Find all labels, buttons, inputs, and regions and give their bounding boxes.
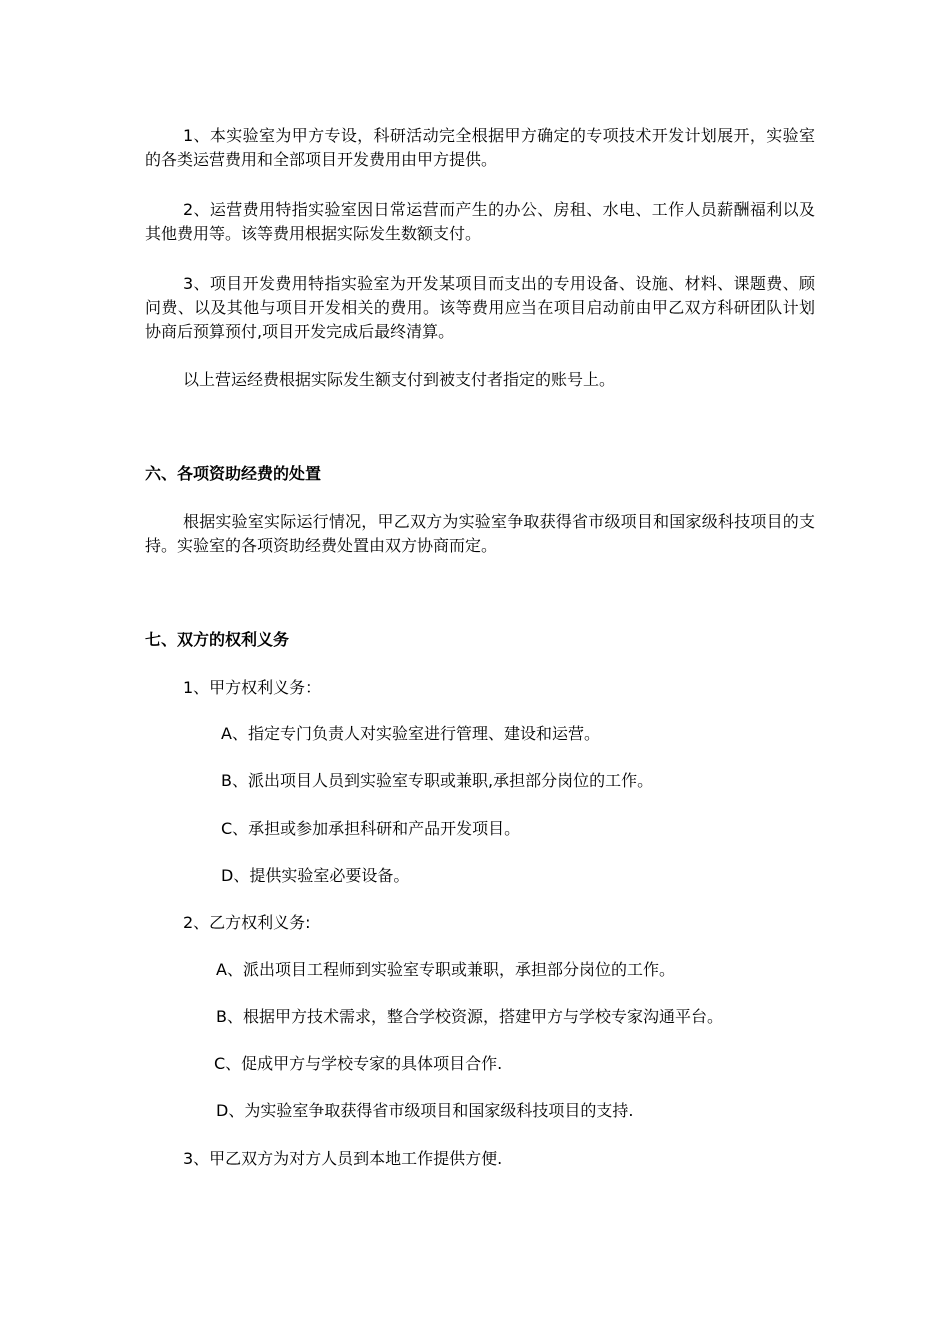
party-a-item: C、承担或参加承担科研和产品开发项目。 bbox=[221, 819, 521, 838]
party-b-item: B、根据甲方技术需求，整合学校资源，搭建甲方与学校专家沟通平台。 bbox=[216, 1007, 723, 1026]
party-a-item: A、指定专门负责人对实验室进行管理、建设和运营。 bbox=[221, 724, 600, 743]
section-heading-rights: 七、双方的权利义务 bbox=[145, 630, 290, 649]
party-a-item: D、提供实验室必要设备。 bbox=[221, 866, 410, 885]
party-a-item: B、派出项目人员到实验室专职或兼职,承担部分岗位的工作。 bbox=[221, 771, 654, 790]
section-heading-funding: 六、各项资助经费的处置 bbox=[145, 464, 322, 483]
party-b-heading: 2、乙方权利义务: bbox=[183, 913, 311, 932]
paragraph-operating-funds: 1、本实验室为甲方专设，科研活动完全根据甲方确定的专项技术开发计划展开，实验室的各类运营费用和全部项目开发费用由甲方提供。 bbox=[145, 126, 815, 169]
party-b-item: D、为实验室争取获得省市级项目和国家级科技项目的支持. bbox=[216, 1101, 634, 1120]
party-b-item: A、派出项目工程师到实验室专职或兼职，承担部分岗位的工作。 bbox=[216, 960, 675, 979]
mutual-item: 3、甲乙双方为对方人员到本地工作提供方便. bbox=[183, 1149, 503, 1168]
paragraph-project-costs: 3、项目开发费用特指实验室为开发某项目而支出的专用设备、设施、材料、课题费、顾问费、以及其他与项目开发相关的费用。该等费用应当在项目启动前由甲乙双方科研团队计划协商后预算预付,项目开发完成后最终清算。 bbox=[145, 274, 815, 341]
paragraph-funding: 根据实验室实际运行情况，甲乙双方为实验室争取获得省市级项目和国家级科技项目的支持。实验室的各项资助经费处置由双方协商而定。 bbox=[145, 512, 815, 555]
paragraph-operating-costs: 2、运营费用特指实验室因日常运营而产生的办公、房租、水电、工作人员薪酬福利以及其他费用等。该等费用根据实际发生数额支付。 bbox=[145, 200, 815, 243]
party-a-heading: 1、甲方权利义务： bbox=[183, 678, 322, 697]
party-b-item: C、促成甲方与学校专家的具体项目合作. bbox=[214, 1054, 503, 1073]
paragraph-payment: 以上营运经费根据实际发生额支付到被支付者指定的账号上。 bbox=[183, 370, 616, 389]
